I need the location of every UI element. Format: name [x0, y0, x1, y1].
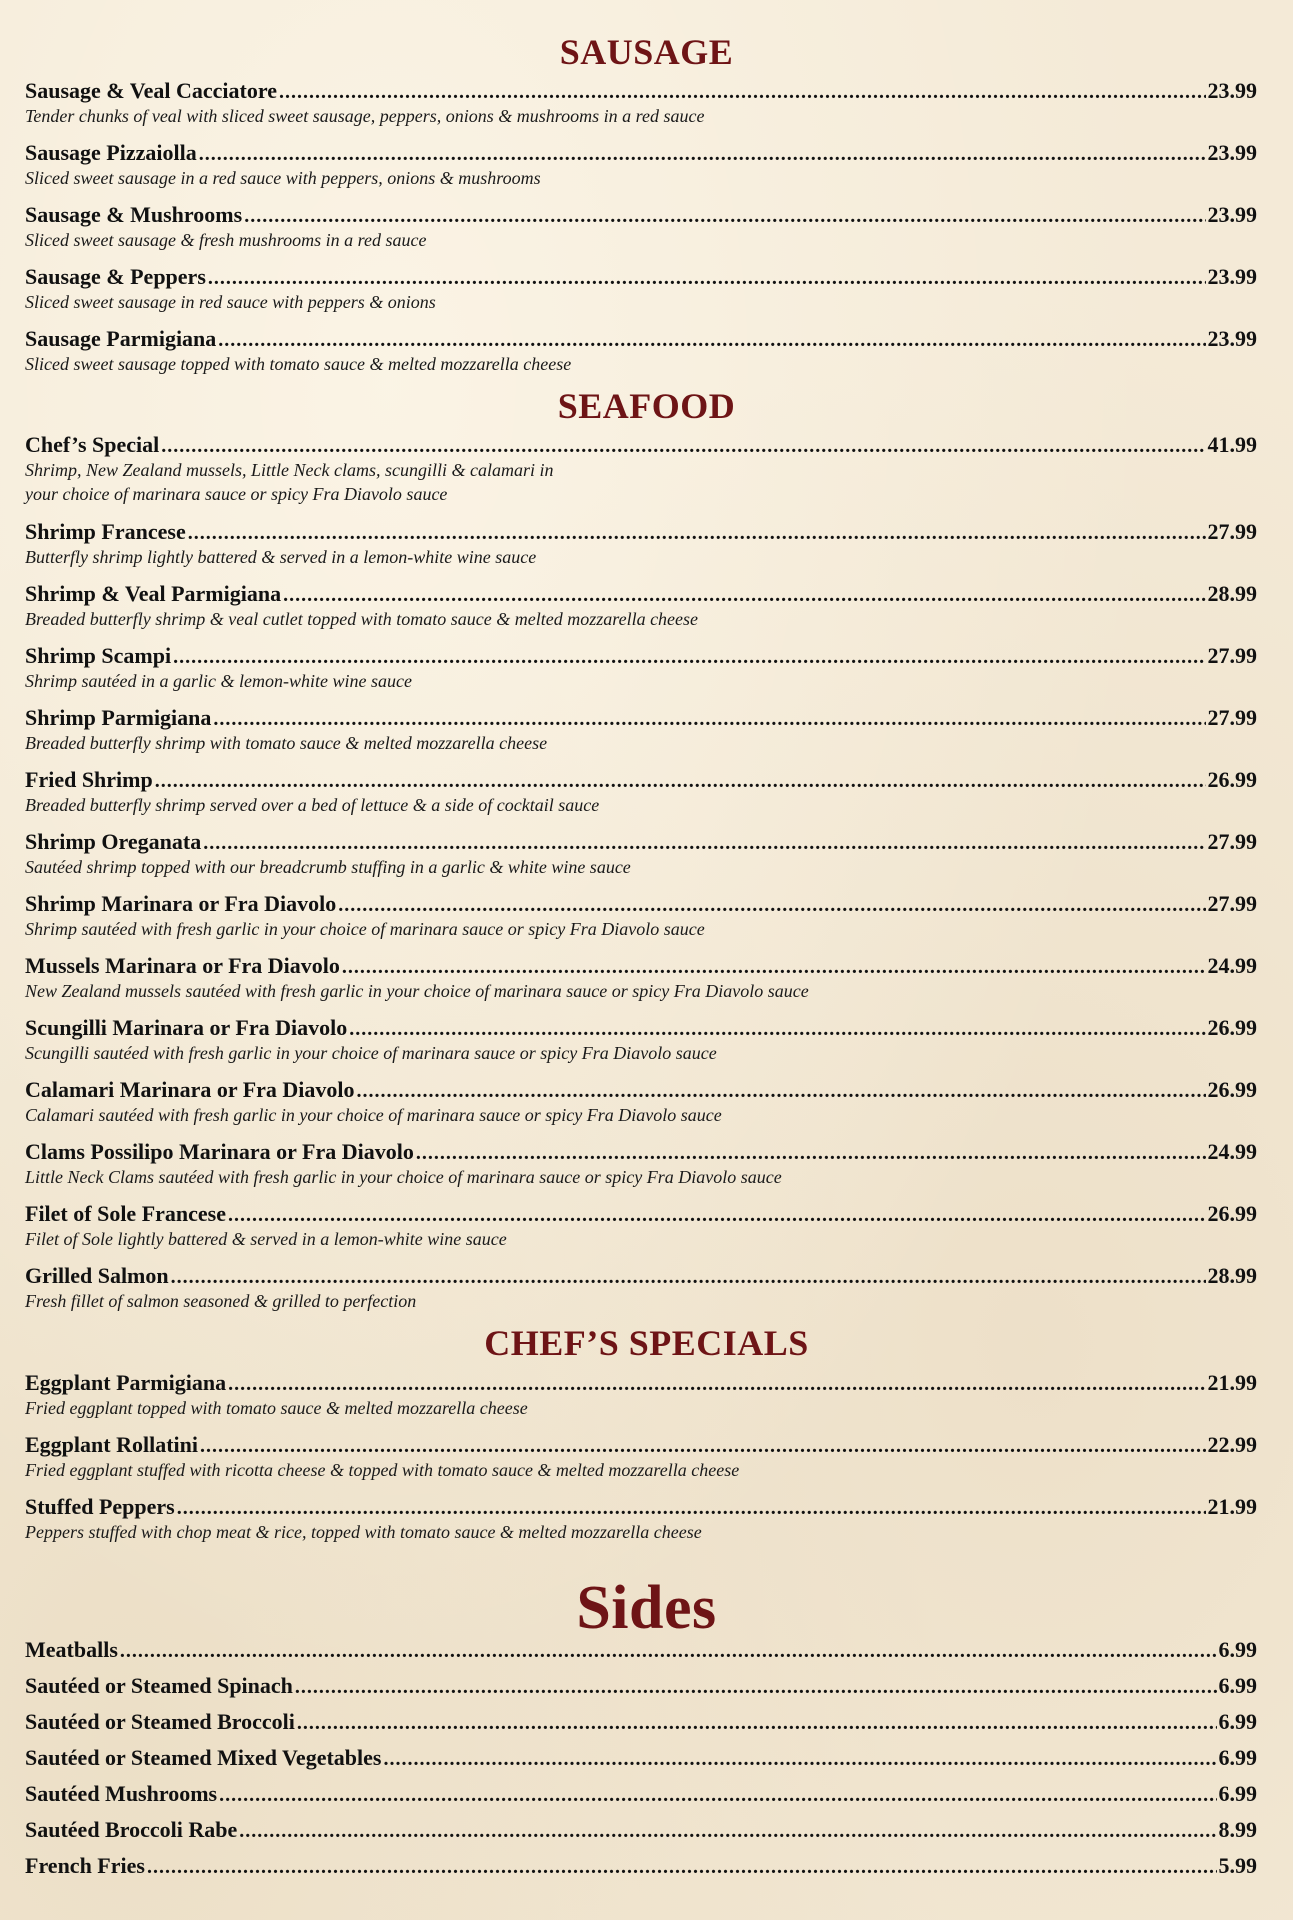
leader-dots	[228, 1204, 1206, 1227]
item-price: 26.99	[1207, 767, 1257, 792]
item-price: 23.99	[1207, 264, 1257, 289]
item-description: Breaded butterfly shrimp with tomato sauce & melted mozzarella cheese	[25, 733, 548, 753]
menu-item	[25, 1263, 1257, 1313]
leader-dots	[218, 329, 1205, 352]
leader-dots	[239, 1820, 1216, 1843]
item-name: Sausage Pizzaiolla	[25, 140, 197, 165]
item-name: Eggplant Rollatini	[25, 1432, 198, 1457]
item-name: Fried Shrimp	[25, 767, 153, 792]
item-name: French Fries	[25, 1853, 145, 1878]
item-name: Sausage & Veal Cacciatore	[25, 78, 277, 103]
item-description: Calamari sautéed with fresh garlic in your choice of marinara sauce or spicy Fra Diavolo sauce	[25, 1105, 722, 1125]
item-name: Shrimp Oreganata	[25, 829, 202, 854]
leader-dots	[338, 894, 1205, 917]
item-price: 6.99	[1218, 1637, 1257, 1662]
item-price: 26.99	[1207, 1015, 1257, 1040]
leader-dots	[342, 956, 1206, 979]
item-price: 5.99	[1218, 1853, 1257, 1878]
item-description: Peppers stuffed with chop meat & rice, topped with tomato sauce & melted mozzarella cheese	[25, 1522, 702, 1542]
section-title-sides: Sides	[576, 1574, 717, 1642]
leader-dots	[147, 1856, 1217, 1879]
item-description: Sliced sweet sausage topped with tomato sauce & melted mozzarella cheese	[25, 354, 572, 374]
item-name: Sausage & Peppers	[25, 264, 206, 289]
menu-item	[25, 705, 1257, 755]
item-price: 27.99	[1207, 829, 1257, 854]
item-name: Shrimp Marinara or Fra Diavolo	[25, 891, 337, 916]
leader-dots	[161, 435, 1205, 458]
item-description: New Zealand mussels sautéed with fresh garlic in your choice of marinara sauce or spicy Fra Diavolo sauce	[25, 981, 809, 1001]
leader-dots	[416, 1142, 1206, 1165]
item-price: 23.99	[1207, 78, 1257, 103]
menu-item	[25, 78, 1257, 128]
item-description: Little Neck Clams sautéed with fresh garlic in your choice of marinara sauce or spicy Fra Diavolo sauce	[25, 1167, 782, 1187]
item-name: Chef’s Special	[25, 432, 160, 457]
item-name: Scungilli Marinara or Fra Diavolo	[25, 1015, 348, 1040]
menu-item	[25, 326, 1257, 376]
leader-dots	[203, 832, 1205, 855]
menu-item	[25, 140, 1257, 190]
item-name: Sautéed Broccoli Rabe	[25, 1817, 238, 1842]
item-name: Shrimp Francese	[25, 519, 186, 544]
menu-item	[25, 891, 1257, 941]
leader-dots	[244, 205, 1205, 228]
item-price: 6.99	[1218, 1709, 1257, 1734]
item-description: Butterfly shrimp lightly battered & served in a lemon-white wine sauce	[25, 547, 537, 567]
side-item	[25, 1673, 1257, 1707]
side-item	[25, 1853, 1257, 1887]
item-name: Grilled Salmon	[25, 1263, 169, 1288]
leader-dots	[283, 584, 1205, 607]
item-price: 6.99	[1218, 1745, 1257, 1770]
menu-item	[25, 767, 1257, 817]
section-title-sausage: SAUSAGE	[559, 32, 734, 72]
item-name: Sautéed Mushrooms	[25, 1781, 218, 1806]
item-price: 22.99	[1207, 1432, 1257, 1457]
item-name: Sautéed or Steamed Broccoli	[25, 1709, 295, 1734]
leader-dots	[171, 1266, 1206, 1289]
side-item	[25, 1745, 1257, 1779]
item-name: Meatballs	[25, 1637, 118, 1662]
menu-item	[25, 264, 1257, 314]
item-price: 27.99	[1207, 705, 1257, 730]
menu-item	[25, 1370, 1257, 1420]
item-price: 24.99	[1207, 953, 1257, 978]
side-item	[25, 1709, 1257, 1743]
side-item	[25, 1817, 1257, 1851]
leader-dots	[349, 1018, 1205, 1041]
side-item	[25, 1781, 1257, 1815]
item-name: Sautéed or Steamed Spinach	[25, 1673, 293, 1698]
leader-dots	[188, 522, 1206, 545]
section-title-seafood: SEAFOOD	[557, 386, 736, 426]
item-price: 26.99	[1207, 1201, 1257, 1226]
item-name: Calamari Marinara or Fra Diavolo	[25, 1077, 355, 1102]
leader-dots	[213, 708, 1205, 731]
item-name: Mussels Marinara or Fra Diavolo	[25, 953, 340, 978]
item-description: Tender chunks of veal with sliced sweet sausage, peppers, onions & mushrooms in a red sauce	[25, 106, 705, 126]
menu-item	[25, 1077, 1257, 1127]
item-name: Sausage & Mushrooms	[25, 202, 243, 227]
menu-item	[25, 1494, 1257, 1544]
menu-item	[25, 1201, 1257, 1251]
item-name: Sausage Parmigiana	[25, 326, 217, 351]
item-price: 28.99	[1207, 581, 1257, 606]
menu-item	[25, 581, 1257, 631]
item-description: Filet of Sole lightly battered & served in a lemon-white wine sauce	[25, 1229, 507, 1249]
menu-item	[25, 202, 1257, 252]
menu-item	[25, 953, 1257, 1003]
menu-item	[25, 829, 1257, 879]
leader-dots	[208, 267, 1206, 290]
leader-dots	[199, 143, 1206, 166]
item-name: Shrimp Scampi	[25, 643, 172, 668]
item-price: 24.99	[1207, 1139, 1257, 1164]
item-price: 21.99	[1207, 1370, 1257, 1395]
leader-dots	[177, 1497, 1206, 1520]
leader-dots	[357, 1080, 1206, 1103]
item-description: Fried eggplant stuffed with ricotta cheese & topped with tomato sauce & melted mozzarella cheese	[25, 1460, 740, 1480]
item-price: 8.99	[1218, 1817, 1257, 1842]
item-price: 27.99	[1207, 519, 1257, 544]
leader-dots	[279, 81, 1206, 104]
item-name: Stuffed Peppers	[25, 1494, 175, 1519]
menu-item	[25, 1015, 1257, 1065]
item-description: Fried eggplant topped with tomato sauce & melted mozzarella cheese	[25, 1398, 528, 1418]
item-price: 26.99	[1207, 1077, 1257, 1102]
item-name: Clams Possilipo Marinara or Fra Diavolo	[25, 1139, 414, 1164]
menu-item	[25, 432, 1257, 506]
item-description: Breaded butterfly shrimp & veal cutlet topped with tomato sauce & melted mozzarella cheese	[25, 609, 699, 629]
item-description: Shrimp, New Zealand mussels, Little Neck clams, scungilli & calamari in your choice of marinara sauce or spicy Fra Diavolo sauce	[25, 460, 554, 504]
leader-dots	[155, 770, 1206, 793]
item-description: Fresh fillet of salmon seasoned & grilled to perfection	[25, 1291, 417, 1311]
item-description: Breaded butterfly shrimp served over a bed of lettuce & a side of cocktail sauce	[25, 795, 600, 815]
item-description: Sliced sweet sausage in red sauce with peppers & onions	[25, 292, 436, 312]
item-name: Sautéed or Steamed Mixed Vegetables	[25, 1745, 382, 1770]
item-price: 23.99	[1207, 326, 1257, 351]
item-name: Filet of Sole Francese	[25, 1201, 226, 1226]
section-title-chefs-specials: CHEF’S SPECIALS	[484, 1323, 809, 1363]
item-price: 6.99	[1218, 1781, 1257, 1806]
item-description: Scungilli sautéed with fresh garlic in your choice of marinara sauce or spicy Fra Diavolo sauce	[25, 1043, 717, 1063]
item-price: 23.99	[1207, 140, 1257, 165]
leader-dots	[120, 1640, 1217, 1663]
item-price: 6.99	[1218, 1673, 1257, 1698]
item-price: 27.99	[1207, 643, 1257, 668]
item-price: 27.99	[1207, 891, 1257, 916]
item-description: Shrimp sautéed with fresh garlic in your choice of marinara sauce or spicy Fra Diavolo sauce	[25, 919, 705, 939]
item-price: 28.99	[1207, 1263, 1257, 1288]
item-description: Shrimp sautéed in a garlic & lemon-white wine sauce	[25, 671, 412, 691]
side-item	[25, 1637, 1257, 1671]
menu-item	[25, 643, 1257, 693]
item-price: 23.99	[1207, 202, 1257, 227]
leader-dots	[297, 1712, 1217, 1735]
item-description: Sliced sweet sausage & fresh mushrooms in a red sauce	[25, 230, 427, 250]
item-description: Sliced sweet sausage in a red sauce with peppers, onions & mushrooms	[25, 168, 541, 188]
leader-dots	[219, 1784, 1216, 1807]
leader-dots	[173, 646, 1205, 669]
leader-dots	[295, 1676, 1217, 1699]
leader-dots	[200, 1435, 1206, 1458]
menu-item	[25, 1432, 1257, 1482]
item-price: 21.99	[1207, 1494, 1257, 1519]
menu-item	[25, 1139, 1257, 1189]
item-description: Sautéed shrimp topped with our breadcrumb stuffing in a garlic & white wine sauce	[25, 857, 631, 877]
item-name: Shrimp Parmigiana	[25, 705, 212, 730]
menu-item	[25, 519, 1257, 569]
leader-dots	[228, 1373, 1205, 1396]
leader-dots	[383, 1748, 1216, 1771]
item-name: Eggplant Parmigiana	[25, 1370, 227, 1395]
item-price: 41.99	[1207, 432, 1257, 457]
item-name: Shrimp & Veal Parmigiana	[25, 581, 282, 606]
